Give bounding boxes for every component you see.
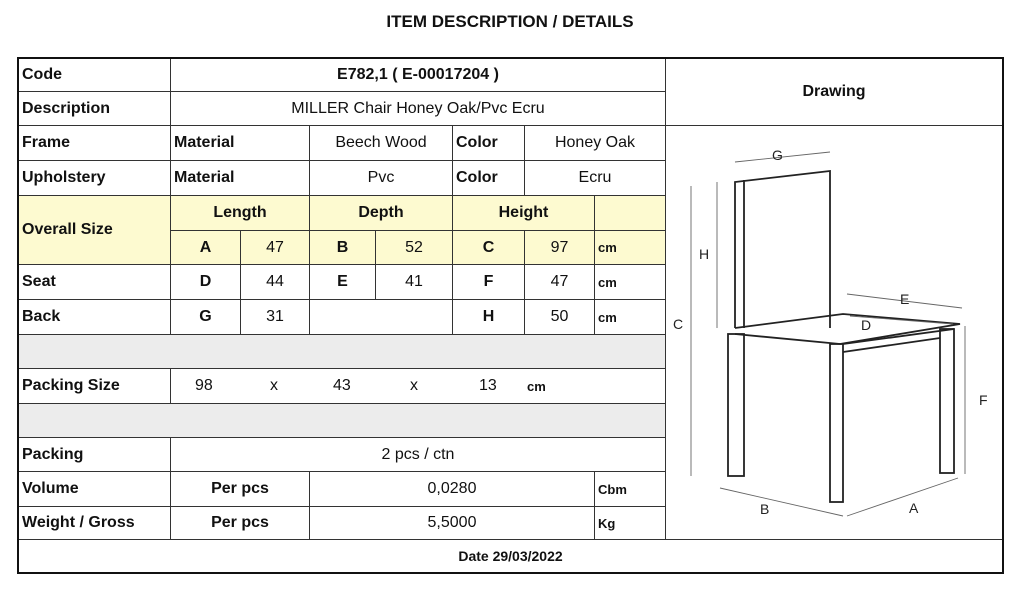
dim-a-value: 47 [241, 231, 310, 265]
packing-x2: x [410, 377, 418, 394]
drawing-header: Drawing [666, 59, 1002, 126]
seat-label: Seat [19, 265, 171, 300]
overall-size-label: Overall Size [19, 196, 171, 265]
dim-e-letter: E [310, 265, 376, 300]
dim-h-value: 50 [525, 300, 595, 335]
frame-material: Beech Wood [310, 126, 453, 161]
code-value: E782,1 ( E-00017204 ) [171, 59, 666, 92]
weight-label: Weight / Gross [19, 507, 171, 540]
dim-c-letter: C [453, 231, 525, 265]
frame-material-label: Material [171, 126, 310, 161]
overall-size-unit: cm [595, 231, 666, 265]
packing-value: 2 pcs / ctn [171, 438, 666, 472]
code-label: Code [19, 59, 171, 92]
date-label: Date 29/03/2022 [458, 548, 563, 564]
dim-e-value: 41 [376, 265, 453, 300]
weight-unit: Kg [595, 507, 666, 540]
drawing-letter-e: E [900, 291, 910, 307]
drawing-letter-c: C [673, 316, 684, 332]
back-label: Back [19, 300, 171, 335]
packing-size-label: Packing Size [19, 369, 171, 404]
drawing-letter-b: B [760, 501, 770, 517]
spacer-row-2 [19, 404, 666, 438]
depth-header: Depth [310, 196, 453, 231]
dim-g-value: 31 [241, 300, 310, 335]
description-value: MILLER Chair Honey Oak/Pvc Ecru [171, 92, 666, 126]
dim-d-letter: D [171, 265, 241, 300]
drawing-letter-g: G [772, 147, 783, 163]
drawing-letter-h: H [699, 246, 710, 262]
dim-f-letter: F [453, 265, 525, 300]
upholstery-color-label: Color [453, 161, 525, 196]
dim-a-letter: A [171, 231, 241, 265]
height-header: Height [453, 196, 595, 231]
dim-b-value: 52 [376, 231, 453, 265]
description-label: Description [19, 92, 171, 126]
volume-unit: Cbm [595, 472, 666, 507]
upholstery-label: Upholstery [19, 161, 171, 196]
packing-size-values [171, 369, 666, 404]
spacer-row [19, 335, 666, 369]
chair-diagram [665, 126, 1004, 540]
upholstery-material: Pvc [310, 161, 453, 196]
drawing-letter-d: D [861, 317, 872, 333]
drawing-divider [665, 126, 666, 540]
dim-b-letter: B [310, 231, 376, 265]
frame-color-label: Color [453, 126, 525, 161]
upholstery-color: Ecru [525, 161, 666, 196]
packing-x1: x [270, 377, 278, 394]
seat-unit: cm [595, 265, 666, 300]
dim-f-value: 47 [525, 265, 595, 300]
page-title: ITEM DESCRIPTION / DETAILS [386, 12, 634, 31]
drawing-letter-a: A [909, 500, 919, 516]
packing-unit: cm [527, 378, 546, 394]
length-header: Length [171, 196, 310, 231]
dim-g-letter: G [171, 300, 241, 335]
volume-label: Volume [19, 472, 171, 507]
weight-value: 5,5000 [310, 507, 595, 540]
overall-size-blank [595, 196, 666, 231]
packing-width: 43 [333, 377, 351, 394]
dim-d-value: 44 [241, 265, 310, 300]
chair-drawing [665, 126, 1004, 540]
dim-c-value: 97 [525, 231, 595, 265]
volume-value: 0,0280 [310, 472, 595, 507]
volume-per: Per pcs [171, 472, 310, 507]
weight-per: Per pcs [171, 507, 310, 540]
packing-length: 98 [195, 377, 213, 394]
drawing-letter-f: F [979, 392, 988, 408]
packing-label: Packing [19, 438, 171, 472]
back-unit: cm [595, 300, 666, 335]
chair-outline [728, 171, 960, 502]
upholstery-material-label: Material [171, 161, 310, 196]
back-blank [310, 300, 453, 335]
packing-height: 13 [479, 377, 497, 394]
dim-h-letter: H [453, 300, 525, 335]
frame-label: Frame [19, 126, 171, 161]
frame-color: Honey Oak [525, 126, 666, 161]
